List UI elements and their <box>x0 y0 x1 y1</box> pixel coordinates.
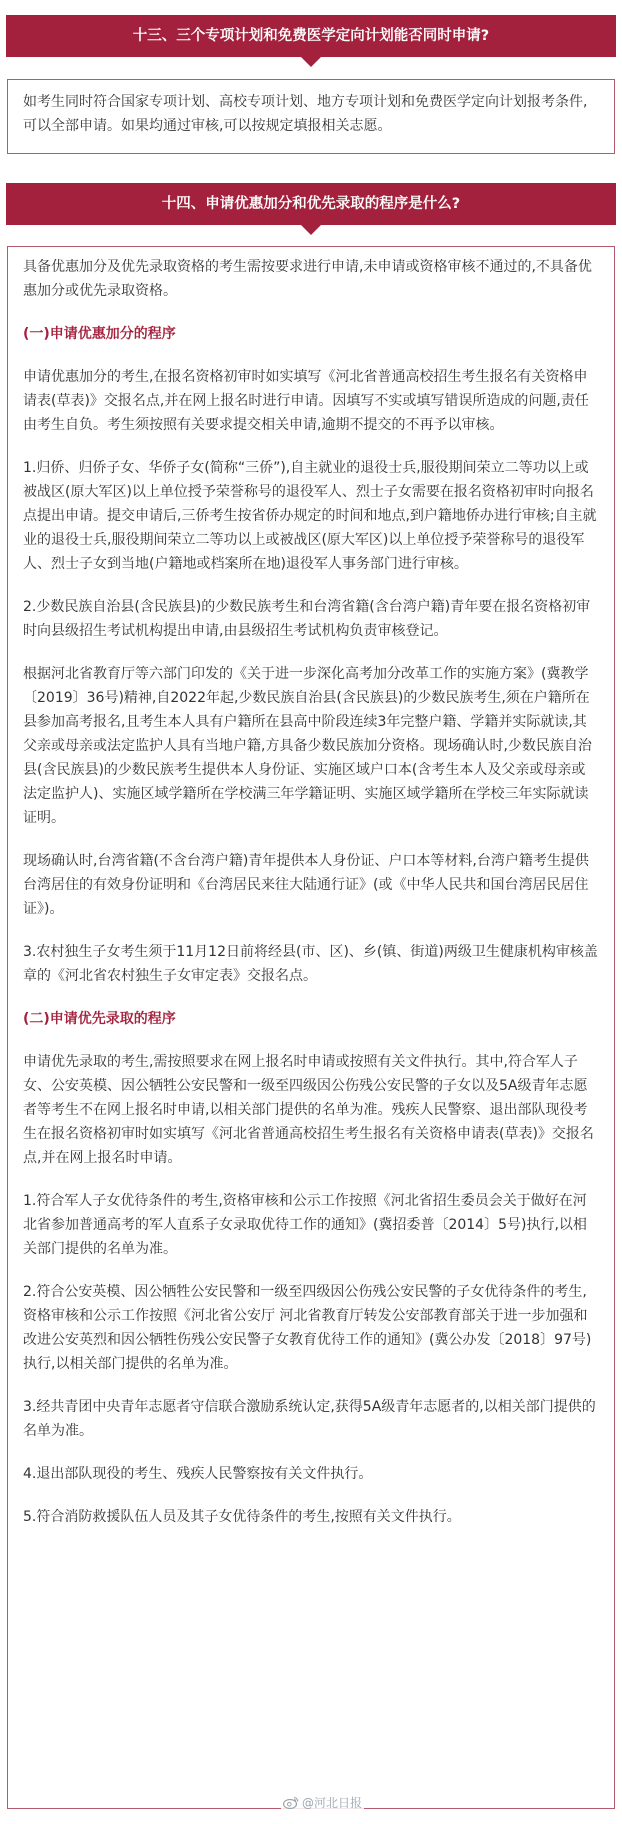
section-13-title: 十三、三个专项计划和免费医学定向计划能否同时申请? <box>6 15 616 57</box>
paragraph: 如考生同时符合国家专项计划、高校专项计划、地方专项计划和免费医学定向计划报考条件,可以全部申请。如果均通过审核,可以按规定填报相关志愿。 <box>23 94 588 134</box>
paragraph: 1.符合军人子女优待条件的考生,资格审核和公示工作按照《河北省招生委员会关于做好在河北省参加普通高考的军人直系子女录取优待工作的通知》(冀招委普〔2014〕5号)执行,以相关部门提供的名单为准。 <box>23 1193 587 1257</box>
paragraph: 5.符合消防救援队伍人员及其子女优待条件的考生,按照有关文件执行。 <box>23 1509 461 1525</box>
paragraph: 2.少数民族自治县(含民族县)的少数民族考生和台湾省籍(含台湾户籍)青年要在报名资格初审时向县级招生考试机构提出申请,由县级招生考试机构负责审核登记。 <box>23 599 591 639</box>
subheading-bonus-points: (一)申请优惠加分的程序 <box>23 326 176 342</box>
watermark <box>281 1794 364 1811</box>
section-14-body <box>7 246 615 1809</box>
paragraph: 具备优惠加分及优先录取资格的考生需按要求进行申请,未申请或资格审核不通过的,不具备优惠加分或优先录取资格。 <box>23 259 592 299</box>
subheading-priority-admission: (二)申请优先录取的程序 <box>23 1011 176 1027</box>
weibo-icon <box>283 1796 299 1809</box>
section-13-body <box>7 79 615 154</box>
paragraph: 3.经共青团中央青年志愿者守信联合激励系统认定,获得5A级青年志愿者的,以相关部门提供的名单为准。 <box>23 1399 596 1439</box>
paragraph: 根据河北省教育厅等六部门印发的《关于进一步深化高考加分改革工作的实施方案》(冀教学〔2019〕36号)精神,自2022年起,少数民族自治县(含民族县)的少数民族考生,须在户籍所在县参加高考报名,且考生本人具有户籍所在县高中阶段连续3年完整户籍、学籍并实际就读,其父亲或母亲或法定监护人具有当地户籍,方具备少数民族加分资格。现场确认时,少数民族自治县(含民族县)的少数民族考生提供本人身份证、实施区域户口本(含考生本人及父亲或母亲或法定监护人)、实施区域学籍所在学校满三年学籍证明、实施区域学籍所在学校三年实际就读证明。 <box>23 666 592 826</box>
paragraph: 2.符合公安英模、因公牺牲公安民警和一级至四级因公伤残公安民警的子女优待条件的考生,资格审核和公示工作按照《河北省公安厅 河北省教育厅转发公安部教育部关于进一步加强和改进公安英烈和因公牺牲伤残公安民警子女教育优待工作的通知》(冀公办发〔2018〕97号)执行,以相关部门提供的名单为准。 <box>23 1284 592 1372</box>
paragraph: 申请优惠加分的考生,在报名资格初审时如实填写《河北省普通高校招生考生报名有关资格申请表(草表)》交报名点,并在网上报名时进行申请。因填写不实或填写错误所造成的问题,责任由考生自负。考生须按照有关要求提交相关申请,逾期不提交的不再予以审核。 <box>23 369 589 433</box>
paragraph: 4.退出部队现役的考生、残疾人民警察按有关文件执行。 <box>23 1466 373 1482</box>
paragraph: 申请优先录取的考生,需按照要求在网上报名时申请或按照有关文件执行。其中,符合军人子女、公安英模、因公牺牲公安民警和一级至四级因公伤残公安民警的子女以及5A级青年志愿者等考生不在网上报名时申请,以相关部门提供的名单为准。残疾人民警察、退出部队现役考生在报名资格初审时如实填写《河北省普通高校招生考生报名有关资格申请表(草表)》交报名点,并在网上报名时申请。 <box>23 1054 594 1166</box>
paragraph: 现场确认时,台湾省籍(不含台湾户籍)青年提供本人身份证、户口本等材料,台湾户籍考生提供台湾居住的有效身份证明和《台湾居民来往大陆通行证》(或《中华人民共和国台湾居民居住证》)。 <box>23 853 589 917</box>
paragraph: 3.农村独生子女考生须于11月12日前将经县(市、区)、乡(镇、街道)两级卫生健康机构审核盖章的《河北省农村独生子女审定表》交报名点。 <box>23 944 598 984</box>
section-14-title: 十四、申请优惠加分和优先录取的程序是什么? <box>6 183 616 225</box>
watermark-text: @河北日报 <box>301 1796 362 1810</box>
paragraph: 1.归侨、归侨子女、华侨子女(简称“三侨”),自主就业的退役士兵,服役期间荣立二等功以上或被战区(原大军区)以上单位授予荣誉称号的退役军人、烈士子女需要在报名资格初审时向报名点提出申请。提交申请后,三侨考生按省侨办规定的时间和地点,到户籍地侨办进行审核;自主就业的退役士兵,服役期间荣立二等功以上或被战区(原大军区)以上单位授予荣誉称号的退役军人、烈士子女到当地(户籍地或档案所在地)退役军人事务部门进行审核。 <box>23 460 597 572</box>
